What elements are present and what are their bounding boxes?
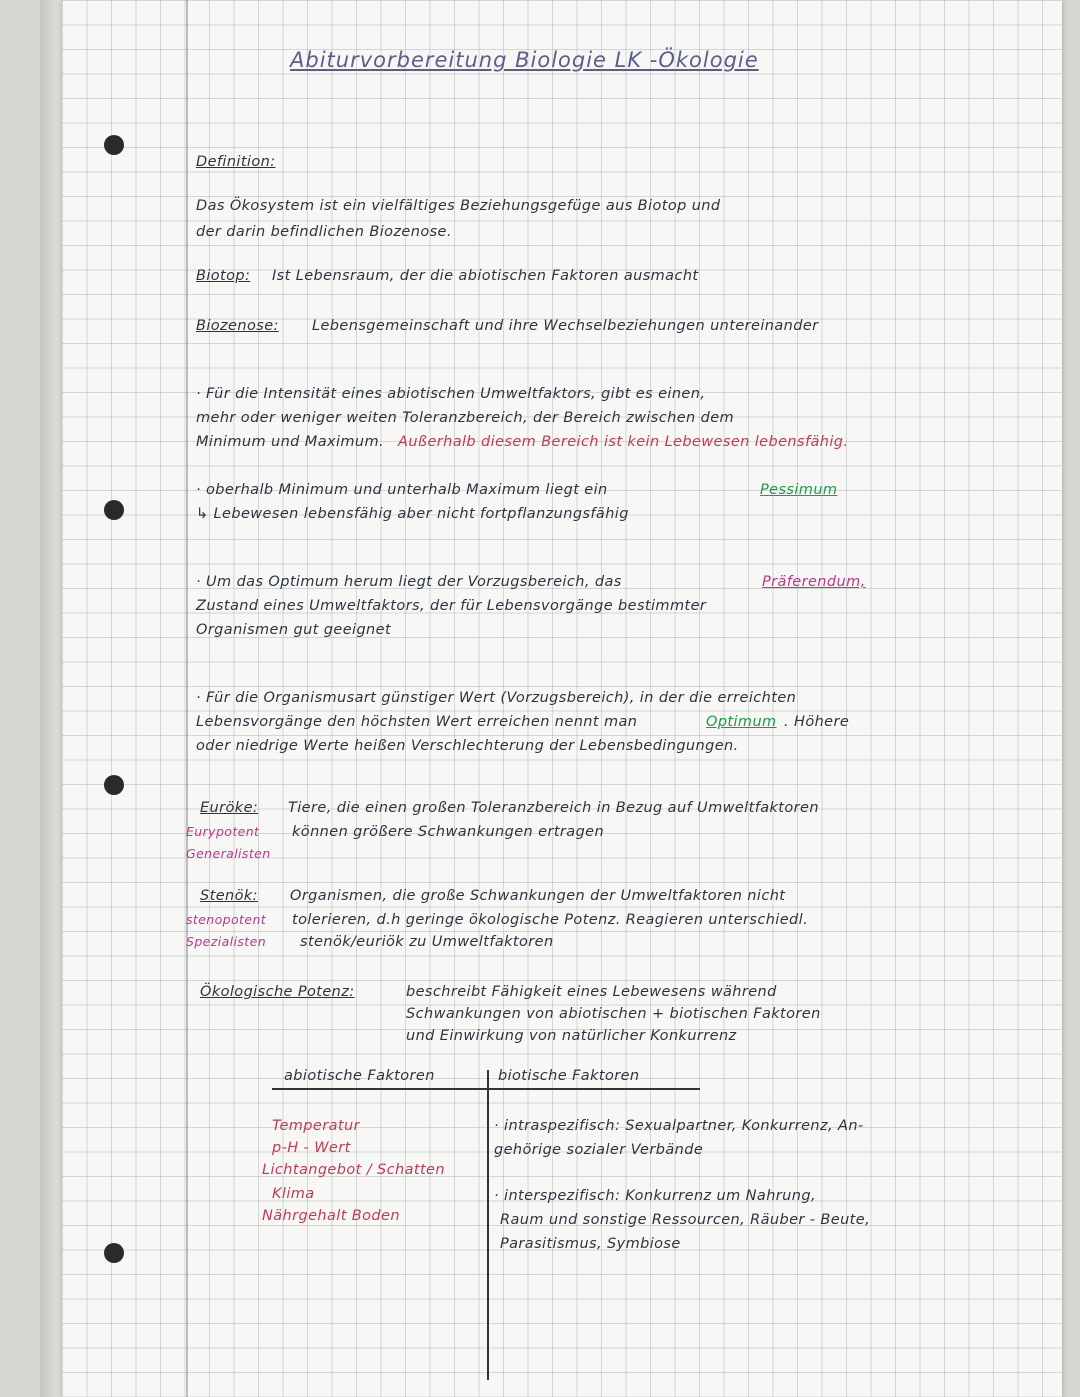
- punch-hole: [104, 775, 124, 795]
- biotic-factor-line: gehörige sozialer Verbände: [494, 1142, 704, 1158]
- paper-stack-edge: [40, 0, 62, 1397]
- term-pessimum: Pessimum: [760, 482, 838, 498]
- paragraph-line: Organismen gut geeignet: [196, 622, 392, 638]
- euroek-side-note: Generalisten: [186, 846, 271, 861]
- biozenose-text: Lebensgemeinschaft und ihre Wechselbeziehungen untereinander: [312, 318, 819, 334]
- page-title: Abiturvorbereitung Biologie LK -Ökologie: [290, 48, 759, 72]
- potenz-text: beschreibt Fähigkeit eines Lebewesens während: [406, 984, 777, 1000]
- potenz-text: und Einwirkung von natürlicher Konkurrenz: [406, 1028, 737, 1044]
- paragraph-line: . Höhere: [784, 714, 850, 730]
- euroek-text: können größere Schwankungen ertragen: [292, 824, 605, 840]
- table-header-rule: [272, 1088, 700, 1090]
- paragraph-line-highlight: Außerhalb diesem Bereich ist kein Lebewesen lebensfähig.: [398, 434, 849, 450]
- stenoek-label: Stenök:: [200, 888, 258, 904]
- abiotic-factor: Lichtangebot / Schatten: [262, 1162, 445, 1178]
- stenoek-side-note: Spezialisten: [186, 934, 267, 949]
- abiotic-factor: Temperatur: [272, 1118, 360, 1134]
- punch-hole: [104, 500, 124, 520]
- table-header-biotic: biotische Faktoren: [498, 1068, 640, 1084]
- paragraph-line: Zustand eines Umweltfaktors, der für Lebensvorgänge bestimmter: [196, 598, 707, 614]
- stenoek-text: stenök/euriök zu Umweltfaktoren: [300, 934, 554, 950]
- paragraph-line: · oberhalb Minimum und unterhalb Maximum liegt ein: [196, 482, 608, 498]
- abiotic-factor: Klima: [272, 1186, 315, 1202]
- definition-line: der darin befindlichen Biozenose.: [196, 224, 452, 240]
- stenoek-text: tolerieren, d.h geringe ökologische Potenz. Reagieren unterschiedl.: [292, 912, 809, 928]
- biotic-factor-line: Raum und sonstige Ressourcen, Räuber - Beute,: [500, 1212, 871, 1228]
- euroek-label: Euröke:: [200, 800, 259, 816]
- abiotic-factor: Nährgehalt Boden: [262, 1208, 400, 1224]
- paragraph-line: mehr oder weniger weiten Toleranzbereich, der Bereich zwischen dem: [196, 410, 735, 426]
- table-divider: [487, 1070, 489, 1380]
- biotic-factor-line: · interspezifisch: Konkurrenz um Nahrung,: [494, 1188, 816, 1204]
- paragraph-line: · Für die Intensität eines abiotischen Umweltfaktors, gibt es einen,: [196, 386, 706, 402]
- paragraph-line: · Für die Organismusart günstiger Wert (Vorzugsbereich), in der die erreichten: [196, 690, 797, 706]
- potenz-label: Ökologische Potenz:: [200, 984, 355, 1000]
- definition-line: Das Ökosystem ist ein vielfältiges Beziehungsgefüge aus Biotop und: [196, 198, 721, 214]
- term-optimum: Optimum: [706, 714, 777, 730]
- stenoek-side-note: stenopotent: [186, 912, 267, 927]
- paragraph-line: oder niedrige Werte heißen Verschlechterung der Lebensbedingungen.: [196, 738, 739, 754]
- biozenose-label: Biozenose:: [196, 318, 279, 334]
- biotic-factor-line: Parasitismus, Symbiose: [500, 1236, 681, 1252]
- paragraph-line: ↳ Lebewesen lebensfähig aber nicht fortpflanzungsfähig: [196, 506, 629, 522]
- punch-hole: [104, 1243, 124, 1263]
- euroek-text: Tiere, die einen großen Toleranzbereich in Bezug auf Umweltfaktoren: [288, 800, 819, 816]
- table-header-abiotic: abiotische Faktoren: [284, 1068, 435, 1084]
- potenz-text: Schwankungen von abiotischen + biotischen Faktoren: [406, 1006, 821, 1022]
- euroek-side-note: Eurypotent: [186, 824, 260, 839]
- paragraph-line: · Um das Optimum herum liegt der Vorzugsbereich, das: [196, 574, 622, 590]
- biotop-label: Biotop:: [196, 268, 251, 284]
- punch-hole: [104, 135, 124, 155]
- stenoek-text: Organismen, die große Schwankungen der Umweltfaktoren nicht: [290, 888, 786, 904]
- definition-heading: Definition:: [196, 154, 276, 170]
- margin-line: [186, 0, 188, 1397]
- biotic-factor-line: · intraspezifisch: Sexualpartner, Konkurrenz, An-: [494, 1118, 864, 1134]
- paragraph-line: Lebensvorgänge den höchsten Wert erreichen nennt man: [196, 714, 638, 730]
- abiotic-factor: p-H - Wert: [272, 1140, 351, 1156]
- biotop-text: Ist Lebensraum, der die abiotischen Faktoren ausmacht: [272, 268, 699, 284]
- term-praeferendum: Präferendum,: [762, 574, 866, 590]
- paragraph-line: Minimum und Maximum.: [196, 434, 385, 450]
